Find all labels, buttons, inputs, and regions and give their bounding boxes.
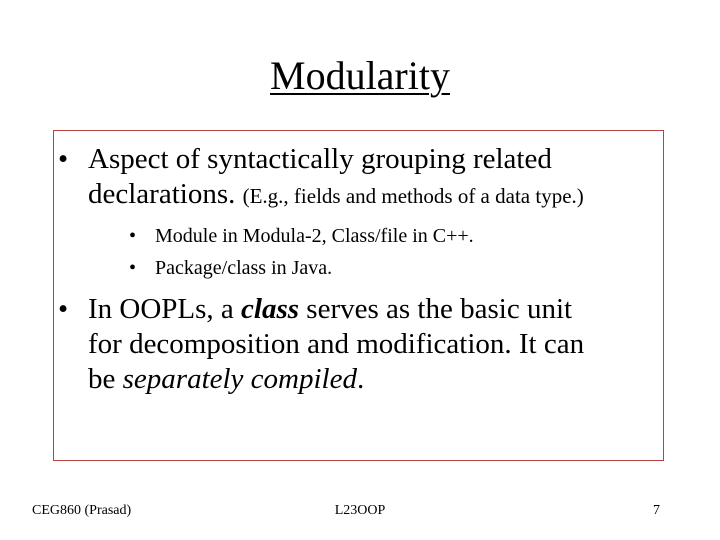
bullet-2-line-2: for decomposition and modification. It can [88, 328, 585, 360]
bullet-1-line-1: Aspect of syntactically grouping related [88, 143, 552, 175]
bullet-2-line-1 [88, 292, 648, 327]
bullet-1-line-2-main: declarations. [88, 178, 236, 210]
footer-lecture: L23OOP [334, 503, 386, 518]
bullet-2-emphasis-compiled: separately compiled [122, 363, 357, 395]
bullet-1-line-2 [88, 177, 648, 214]
bullet-1-dot: • [58, 143, 69, 175]
sub-bullet-2-dot: • [129, 257, 137, 279]
bullet-2-line-1-pre: In OOPLs, a [88, 293, 242, 325]
slide-title: Modularity [270, 53, 450, 98]
sub-bullet-1-dot: • [129, 225, 137, 247]
bullet-2-line-3-post: . [356, 363, 365, 395]
bullet-2-emphasis-class: class [241, 293, 300, 325]
bullet-1-line-2-note: (E.g., fields and methods of a data type.) [242, 184, 584, 208]
footer-page-number: 7 [653, 503, 660, 518]
bullet-2-text [88, 292, 648, 397]
bullet-2-line-3 [88, 362, 648, 397]
sub-bullet-2-text: Package/class in Java. [155, 257, 333, 279]
bullet-2-line-1-post: serves as the basic unit [299, 293, 573, 325]
sub-bullet-1-text: Module in Modula-2, Class/file in C++. [155, 225, 474, 247]
footer-author: CEG860 (Prasad) [32, 503, 132, 518]
bullet-2-dot: • [58, 293, 69, 325]
bullet-1-text [88, 142, 648, 214]
bullet-2-line-3-pre: be [88, 363, 123, 395]
